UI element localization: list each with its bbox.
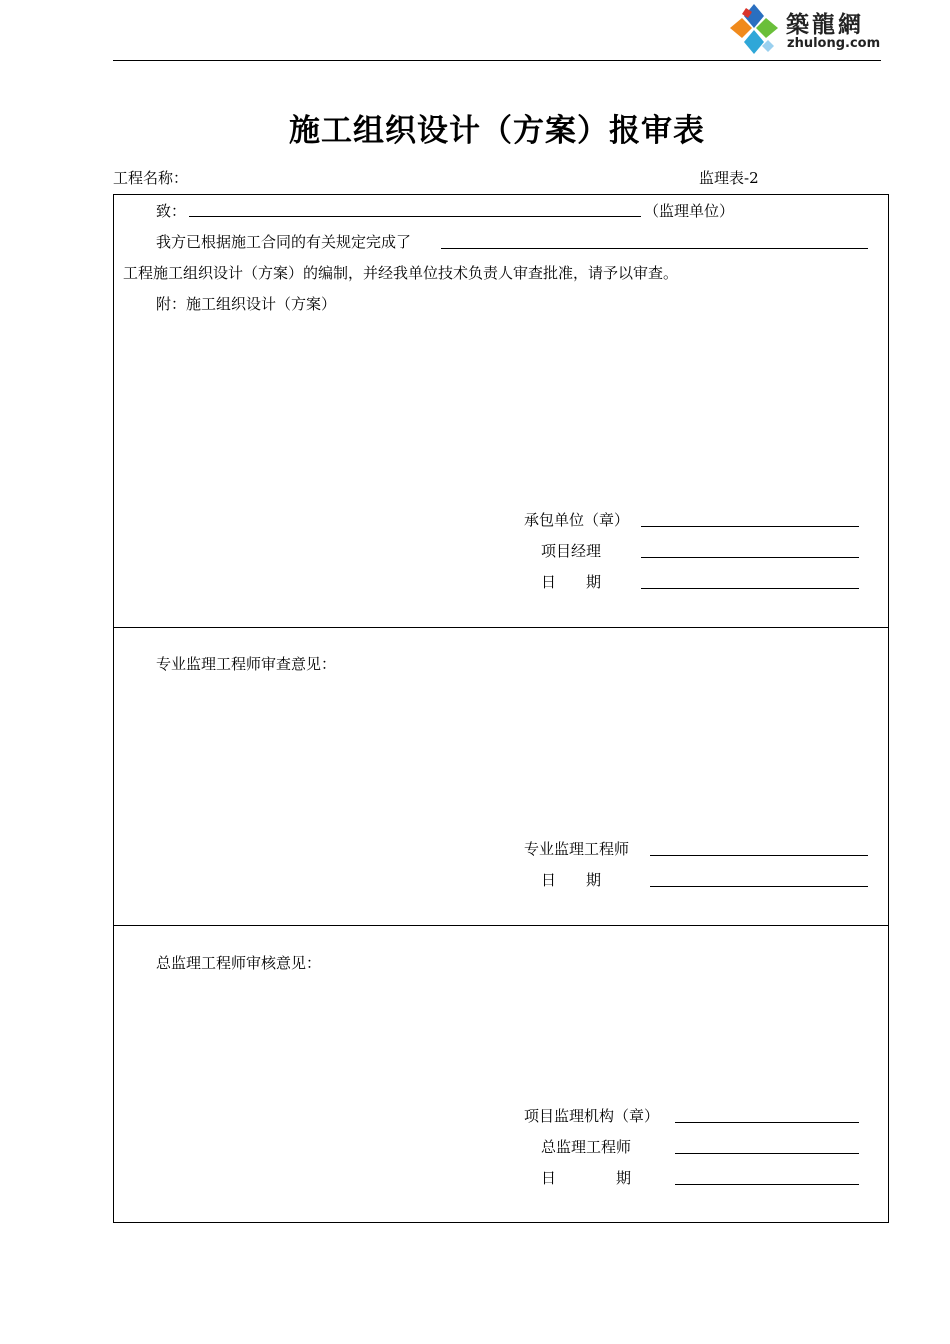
- section-divider-1: [113, 627, 889, 628]
- date-label-3: 日 期: [541, 1169, 632, 1187]
- logo-chinese-name: 築龍網: [786, 11, 864, 38]
- date-field-2[interactable]: [650, 886, 868, 887]
- supervision-org-seal-field[interactable]: [675, 1122, 859, 1123]
- project-name-label: 工程名称：: [113, 169, 189, 187]
- chief-review-heading: 总监理工程师审核意见：: [156, 954, 322, 972]
- specialist-review-heading: 专业监理工程师审查意见：: [156, 655, 337, 673]
- logo-mark-icon: [724, 2, 784, 58]
- supervision-unit-suffix: （监理单位）: [644, 202, 735, 220]
- logo-domain: zhulong.com: [787, 36, 881, 51]
- form-code: 监理表-2: [699, 169, 759, 187]
- form-table: [113, 194, 889, 1223]
- section-divider-2: [113, 925, 889, 926]
- intro-line-2: 工程施工组织设计（方案）的编制，并经我单位技术负责人审查批准，请予以审查。: [123, 264, 679, 282]
- header-divider: [113, 60, 881, 61]
- project-name-field[interactable]: [441, 248, 868, 249]
- date-label-2: 日 期: [541, 871, 602, 889]
- chief-engineer-field[interactable]: [675, 1153, 859, 1154]
- to-label: 致：: [156, 202, 187, 220]
- specialist-engineer-field[interactable]: [650, 855, 868, 856]
- project-manager-label: 项目经理: [541, 542, 602, 560]
- supervision-unit-field[interactable]: [189, 216, 641, 217]
- date-label-1: 日 期: [541, 573, 602, 591]
- project-manager-field[interactable]: [641, 557, 859, 558]
- specialist-engineer-label: 专业监理工程师: [524, 840, 630, 858]
- contractor-seal-field[interactable]: [641, 526, 859, 527]
- date-field-1[interactable]: [641, 588, 859, 589]
- contractor-seal-label: 承包单位（章）: [524, 511, 630, 529]
- supervision-org-seal-label: 项目监理机构（章）: [524, 1107, 660, 1125]
- date-field-3[interactable]: [675, 1184, 859, 1185]
- attachment-label: 附：施工组织设计（方案）: [156, 295, 337, 313]
- page-title: 施工组织设计（方案）报审表: [289, 113, 705, 149]
- chief-engineer-label: 总监理工程师: [541, 1138, 632, 1156]
- intro-line-1: 我方已根据施工合同的有关规定完成了: [156, 233, 412, 251]
